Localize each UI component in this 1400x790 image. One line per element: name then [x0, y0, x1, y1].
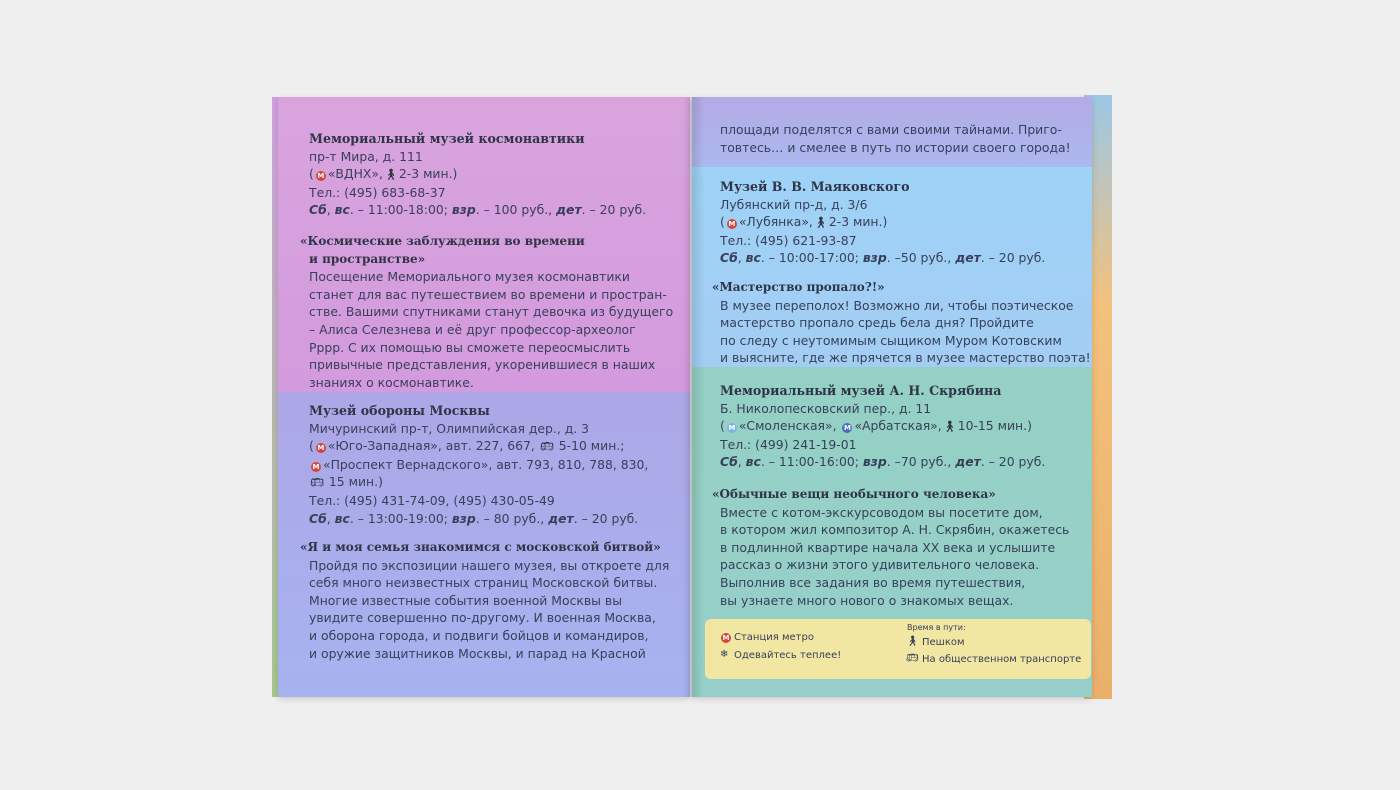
program-desc-line: знаниях о космонавтике. [309, 374, 474, 390]
museum-hours: Сб, вс. – 11:00-18:00; взр. – 100 руб., дет. – 20 руб. [309, 202, 647, 218]
program-desc-line: Вместе с котом-экскурсоводом вы посетите дом, [720, 504, 1043, 520]
continuation-line: площади поделятся с вами своими тайнами. Приго- [720, 122, 1062, 137]
metro-icon: M [312, 462, 320, 471]
museum-address: пр-т Мира, д. 111 [309, 148, 423, 164]
program-desc-line: Многие известные события военной Москвы вы [309, 592, 622, 608]
walk-icon: 🚶︎ [906, 636, 919, 647]
museum-directions-2: M «Проспект Вернадского», авт. 793, 810, 788, 830, [312, 456, 649, 472]
legend-box [705, 619, 1091, 679]
open-booklet [272, 97, 1114, 697]
museum-directions: ( M «Лубянка»,🚶︎2-3 мин.) [720, 214, 888, 230]
bus-icon: 🚌︎ [310, 476, 324, 490]
legend-warm-label: Одевайтесь теплее! [734, 650, 842, 661]
walk-icon: 🚶︎ [383, 168, 398, 182]
museum-directions: ( M «Юго-Западная», авт. 227, 667, 🚌︎ 5-10 мин.; [309, 438, 625, 454]
museum-directions: ( M «Смоленская», M «Арбатская»,🚶︎10-15 мин.) [720, 418, 1032, 434]
legend-metro-label: Станция метро [734, 632, 814, 643]
museum-address: Б. Николопесковский пер., д. 11 [720, 400, 932, 416]
museum-title: Мемориальный музей космонавтики [309, 131, 585, 146]
museum-phone: Тел.: (499) 241-19-01 [720, 436, 857, 452]
program-desc-line: в подлинной квартире начала XX века и услышите [720, 539, 1056, 555]
walk-icon: 🚶︎ [813, 216, 828, 230]
program-cosmonautics [300, 233, 673, 391]
museum-phone: Тел.: (495) 621-93-87 [720, 232, 857, 248]
program-scriabin [712, 486, 1069, 609]
legend-travel-time-label: Время в пути: [907, 623, 966, 632]
legend-walk-label: Пешком [922, 637, 965, 648]
museum-address: Лубянский пр-д, д. 3/6 [720, 196, 868, 212]
continuation-line: товтесь… и смелее в путь по истории своего города! [720, 139, 1071, 155]
program-title: «Мастерство пропало?!» [712, 280, 885, 294]
museum-title: Мемориальный музей А. Н. Скрябина [720, 383, 1002, 398]
program-desc-line: мастерство пропало средь бела дня? Пройдите [720, 315, 1034, 331]
museum-hours: Сб, вс. – 10:00-17:00; взр. –50 руб., дет. – 20 руб. [720, 250, 1046, 266]
museum-title: Музей В. В. Маяковского [720, 179, 910, 194]
metro-icon: M [722, 634, 730, 642]
program-title: «Обычные вещи необычного человека» [712, 487, 996, 501]
program-desc-line: Рррр. С их помощью вы сможете переосмыслить [309, 339, 631, 355]
program-desc-line: Посещение Мемориального музея космонавтики [309, 269, 630, 285]
program-title: «Я и моя семья знакомимся с московской битвой» [300, 540, 661, 554]
museum-moscow-defense [309, 402, 648, 527]
program-desc-line: В музее переполох! Возможно ли, чтобы поэтическое [720, 297, 1074, 313]
program-desc-line: Пройдя по экспозиции нашего музея, вы откроете для [309, 557, 670, 573]
museum-cosmonautics [309, 130, 646, 219]
metro-icon: M [843, 424, 851, 433]
program-desc-line: себя много неизвестных страниц Московской битвы. [309, 575, 658, 591]
program-desc-line: станет для вас путешествием во времени и простран- [309, 286, 667, 302]
museum-phone: Тел.: (495) 431-74-09, (495) 430-05-49 [309, 492, 555, 508]
museum-scriabin [720, 382, 1045, 471]
metro-icon: M [728, 220, 736, 229]
metro-icon: M [728, 424, 736, 433]
snowflake-icon: ❄ [720, 649, 729, 660]
museum-directions: ( M «ВДНХ»,🚶︎2-3 мин.) [309, 166, 458, 182]
metro-icon: M [317, 172, 325, 181]
program-moscow-defense [300, 539, 669, 662]
program-desc-line: и оборона города, и подвиги бойцов и командиров, [309, 627, 649, 643]
museum-directions-3: 🚌︎ 15 мин.) [310, 474, 383, 490]
program-desc-line: по следу с неутомимым сыщиком Муром Котовским [720, 332, 1062, 348]
museum-address: Мичуринский пр-т, Олимпийская дер., д. 3 [309, 420, 590, 436]
right-page [692, 97, 1092, 697]
program-desc-line: и оружие защитников Москвы, и парад на Красной [309, 645, 646, 661]
museum-title: Музей обороны Москвы [309, 403, 490, 418]
continuation-text [720, 121, 1071, 156]
program-desc-line: в котором жил композитор А. Н. Скрябин, окажетесь [720, 522, 1070, 538]
museum-hours: Сб, вс. – 11:00-16:00; взр. –70 руб., дет. – 20 руб. [720, 454, 1046, 470]
museum-mayakovsky [720, 178, 1045, 267]
bus-icon: 🚌︎ [539, 440, 554, 454]
bus-icon: 🚌︎ [906, 653, 919, 664]
program-desc-line: Выполнив все задания во время путешествия, [720, 574, 1026, 590]
program-desc-line: и выясните, где же прячется в музее мастерство поэта! [720, 350, 1091, 366]
program-mayakovsky [712, 279, 1091, 367]
museum-hours: Сб, вс. – 13:00-19:00; взр. – 80 руб., дет. – 20 руб. [309, 510, 639, 526]
program-title-cont: и пространстве» [309, 251, 426, 266]
museum-phone: Тел.: (495) 683-68-37 [309, 184, 446, 200]
walk-icon: 🚶︎ [942, 420, 957, 434]
program-desc-line: привычные представления, укоренившиеся в наших [309, 357, 656, 373]
program-desc-line: – Алиса Селезнева и её друг профессор-археолог [309, 321, 636, 337]
metro-icon: M [317, 444, 325, 453]
program-desc-line: увидите совершенно по-другому. И военная Москва, [309, 610, 656, 626]
left-page [278, 97, 690, 697]
program-title: «Космические заблуждения во времени [300, 234, 585, 248]
legend-transport-label: На общественном транспорте [922, 654, 1082, 665]
program-desc-line: стве. Вашими спутниками станут девочка из будущего [309, 304, 674, 320]
program-desc-line: вы узнаете много нового о знакомых вещах. [720, 592, 1014, 608]
program-desc-line: рассказ о жизни этого удивительного человека. [720, 557, 1040, 573]
